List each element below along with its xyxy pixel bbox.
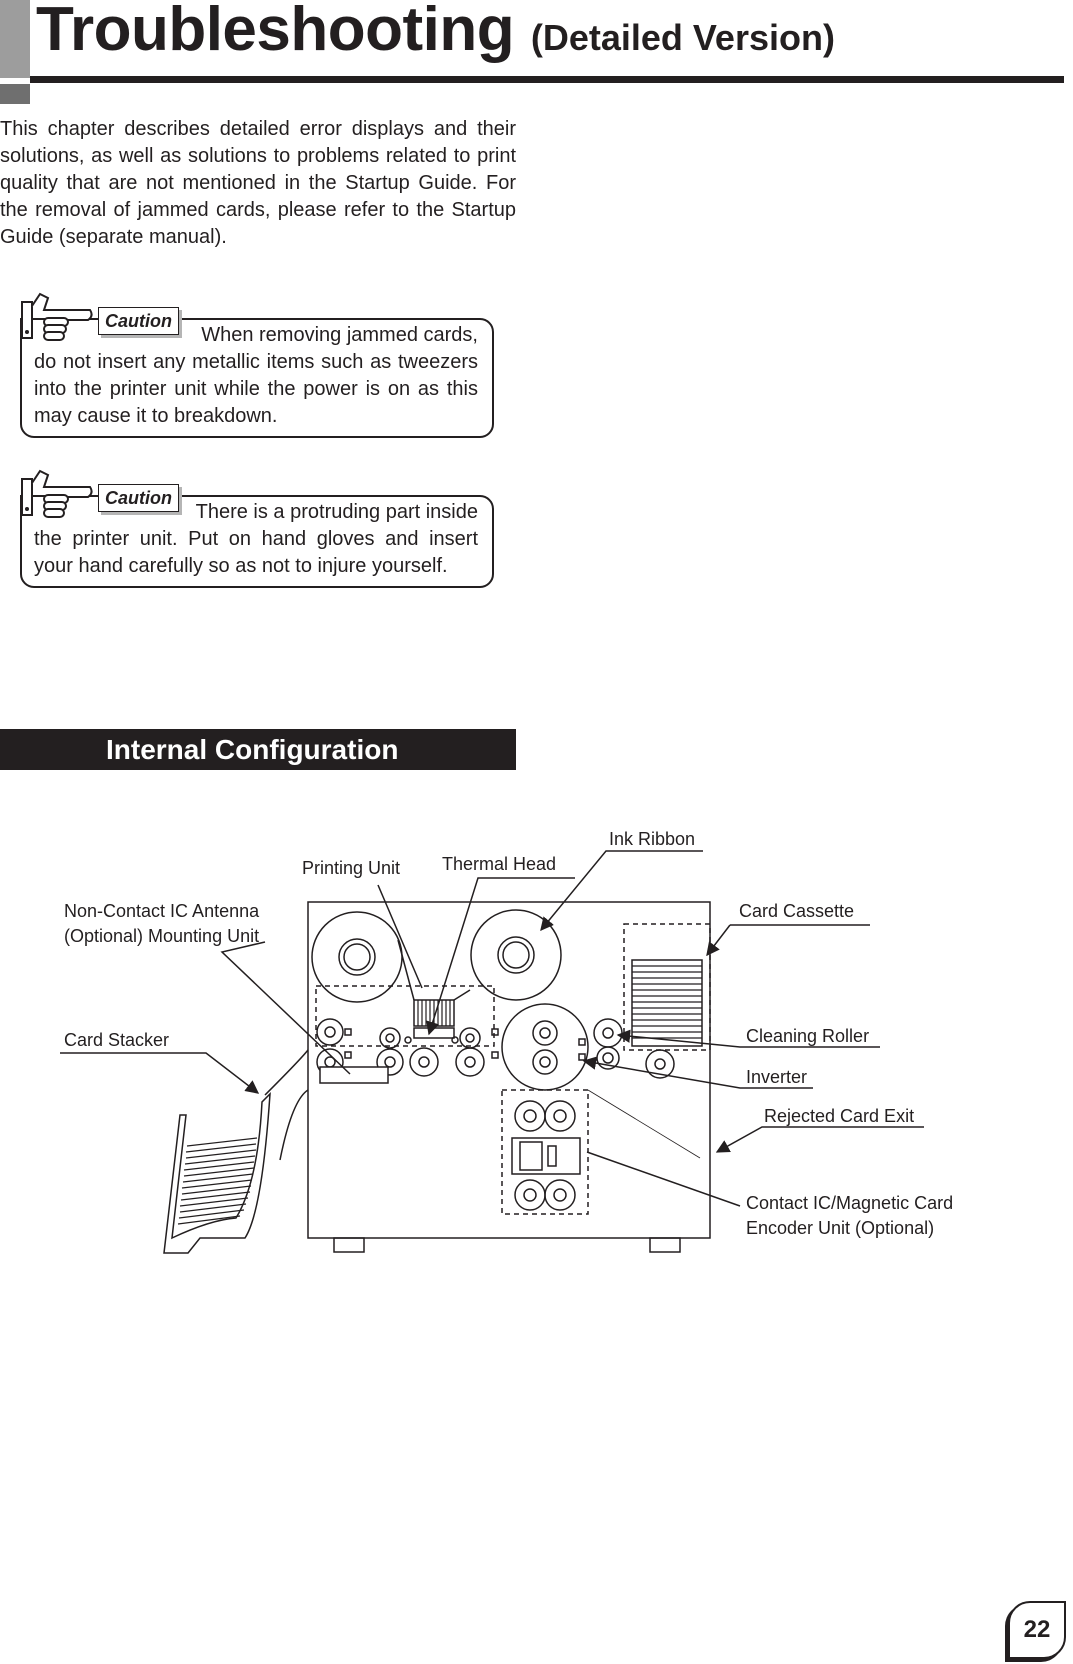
label-antenna-line1: Non-Contact IC Antenna xyxy=(64,901,260,921)
header-gray-block xyxy=(0,0,30,78)
label-thermal-head: Thermal Head xyxy=(442,854,557,874)
caution-2-label: Caution xyxy=(98,484,179,512)
label-card-stacker: Card Stacker xyxy=(64,1030,170,1050)
caution-1-body: do not insert any metallic items such as tweezers into the printer unit while the power is on as this may cause it to breakdown. xyxy=(34,351,478,427)
label-encoder-line1: Contact IC/Magnetic Card xyxy=(746,1193,954,1213)
header-dark-block xyxy=(0,84,30,104)
caution-1-lead: When removing jammed cards, xyxy=(201,324,478,346)
label-inverter: Inverter xyxy=(746,1067,808,1087)
printer-internal-diagram xyxy=(0,800,1073,1270)
label-antenna-line2: (Optional) Mounting Unit xyxy=(64,926,260,946)
label-cleaning-roller: Cleaning Roller xyxy=(746,1026,870,1046)
page-number: 22 xyxy=(1008,1601,1066,1659)
pointing-hand-icon xyxy=(18,288,94,344)
label-rejected-card-exit: Rejected Card Exit xyxy=(764,1106,915,1126)
label-card-cassette: Card Cassette xyxy=(739,901,855,921)
label-encoder-line2: Encoder Unit (Optional) xyxy=(746,1218,935,1238)
page-title-subtitle: (Detailed Version) xyxy=(530,17,835,58)
printer-body xyxy=(164,902,710,1253)
intro-paragraph: This chapter describes detailed error displays and their solutions, as well as solutions to problems related to print quality that are not mentioned in the Startup Guide. For the removal of jammed cards, please refer to the Startup Guide (separate manual). xyxy=(0,118,516,248)
caution-2-lead: There is a protruding part inside xyxy=(195,501,478,523)
caution-2-body: the printer unit. Put on hand gloves and insert your hand carefully so as not to injure yourself. xyxy=(34,528,478,577)
label-ink-ribbon: Ink Ribbon xyxy=(609,829,696,849)
pointing-hand-icon xyxy=(18,465,94,521)
section-heading: Internal Configuration xyxy=(0,729,516,770)
caution-1-label: Caution xyxy=(98,307,179,335)
page-title-main: Troubleshooting xyxy=(36,0,515,64)
header-rule xyxy=(30,76,1064,83)
label-printing-unit: Printing Unit xyxy=(302,858,401,878)
page-title xyxy=(36,0,835,65)
